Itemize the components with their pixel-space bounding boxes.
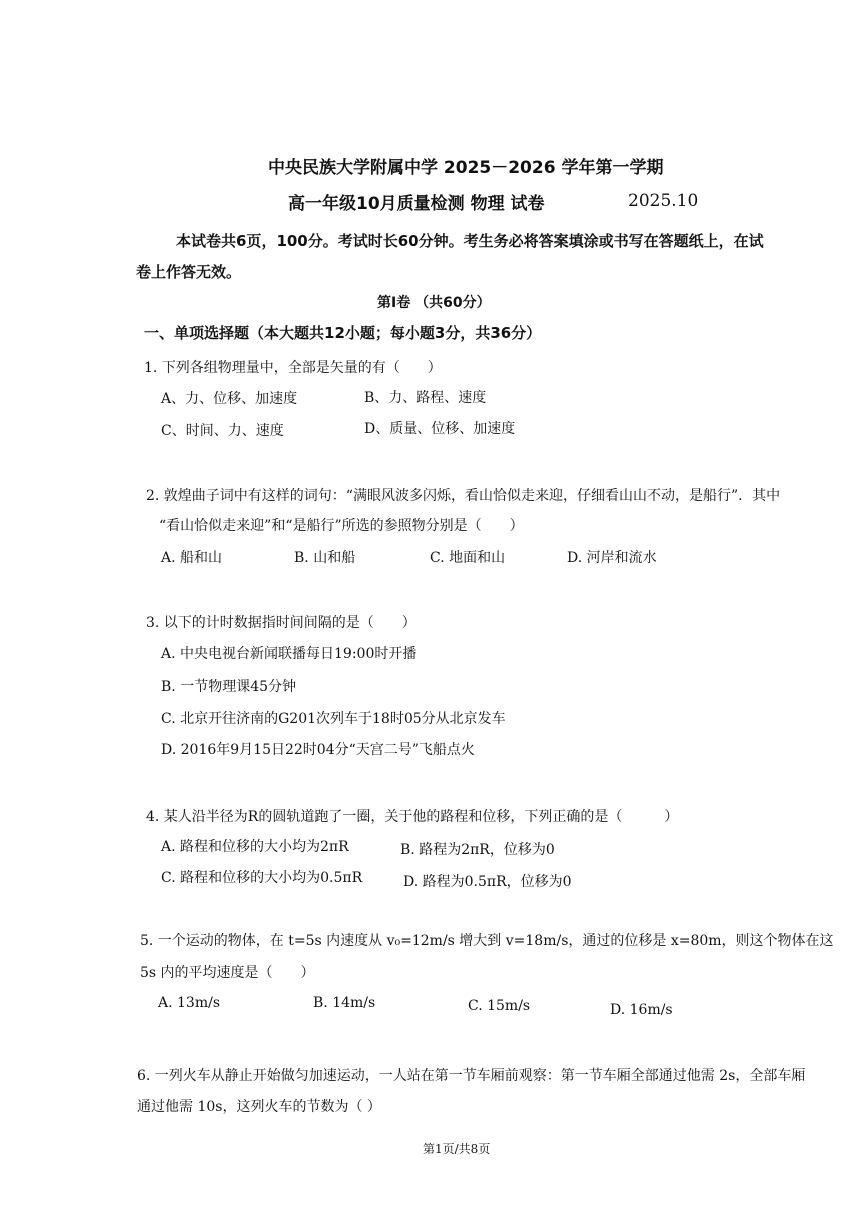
exam-date: 2025.10: [628, 191, 699, 211]
instructions-line2: 卷上作答无效。: [136, 263, 242, 281]
question-5-option-a: A. 13m/s: [158, 995, 221, 1011]
question-2-option-b: B. 山和船: [294, 550, 356, 566]
question-4-option-c: C. 路程和位移的大小均为0.5πR: [161, 870, 363, 886]
question-5-stem-line2: 5s 内的平均速度是（ ）: [140, 965, 315, 981]
question-1-option-c: C、时间、力、速度: [161, 423, 284, 439]
question-5-option-c: C. 15m/s: [468, 998, 531, 1014]
question-3-stem: 3. 以下的计时数据指时间间隔的是（ ）: [146, 615, 416, 631]
question-2-option-c: C. 地面和山: [430, 550, 506, 566]
question-1-stem: 1. 下列各组物理量中，全部是矢量的有（ ）: [144, 360, 442, 376]
question-5-option-d: D. 16m/s: [610, 1002, 673, 1018]
question-2-stem-line1: 2. 敦煌曲子词中有这样的词句：“满眼风波多闪烁，看山恰似走来迎，仔细看山山不动，是船行”．其中: [146, 488, 781, 504]
question-1-option-d: D、质量、位移、加速度: [364, 421, 516, 437]
question-1-option-b: B、力、路程、速度: [364, 390, 487, 406]
question-5-option-b: B. 14m/s: [313, 995, 376, 1011]
page-number: 第1页/共8页: [423, 1142, 491, 1156]
question-4-stem: 4. 某人沿半径为R的圆轨道跑了一圈，关于他的路程和位移，下列正确的是（ ）: [146, 809, 679, 825]
question-2-option-d: D. 河岸和流水: [567, 550, 657, 566]
question-3-option-a: A. 中央电视台新闻联播每日19:00时开播: [161, 646, 417, 662]
part-title: 第Ⅰ卷 （共60分）: [377, 295, 491, 311]
question-3-option-b: B. 一节物理课45分钟: [161, 679, 297, 695]
question-4-option-d: D. 路程为0.5πR，位移为0: [403, 874, 572, 890]
exam-title: 中央民族大学附属中学 2025－2026 学年第一学期: [268, 158, 664, 178]
question-6-stem-line2: 通过他需 10s，这列火车的节数为（ ）: [137, 1099, 381, 1115]
question-4-option-a: A. 路程和位移的大小均为2πR: [161, 839, 349, 855]
question-2-stem-line2: “看山恰似走来迎”和“是船行”所选的参照物分别是（ ）: [159, 518, 524, 534]
question-2-option-a: A. 船和山: [161, 550, 223, 566]
question-3-option-d: D. 2016年9月15日22时04分“天宫二号”飞船点火: [161, 742, 475, 758]
question-6-stem-line1: 6. 一列火车从静止开始做匀加速运动，一人站在第一节车厢前观察：第一节车厢全部通过他需 2s，全部车厢: [137, 1068, 806, 1084]
instructions-line1: 本试卷共6页，100分。考试时长60分钟。考生务必将答案填涂或书写在答题纸上，在试: [176, 232, 764, 250]
question-5-stem-line1: 5. 一个运动的物体，在 t=5s 内速度从 v₀=12m/s 增大到 v=18m/s，通过的位移是 x=80m，则这个物体在这: [140, 933, 834, 949]
section-title: 一、单项选择题（本大题共12小题；每小题3分，共36分）: [144, 324, 542, 342]
question-4-option-b: B. 路程为2πR，位移为0: [400, 842, 555, 858]
question-1-option-a: A、力、位移、加速度: [161, 391, 298, 407]
question-3-option-c: C. 北京开往济南的G201次列车于18时05分从北京发车: [161, 711, 506, 727]
exam-subtitle: 高一年级10月质量检测 物理 试卷: [288, 194, 545, 214]
